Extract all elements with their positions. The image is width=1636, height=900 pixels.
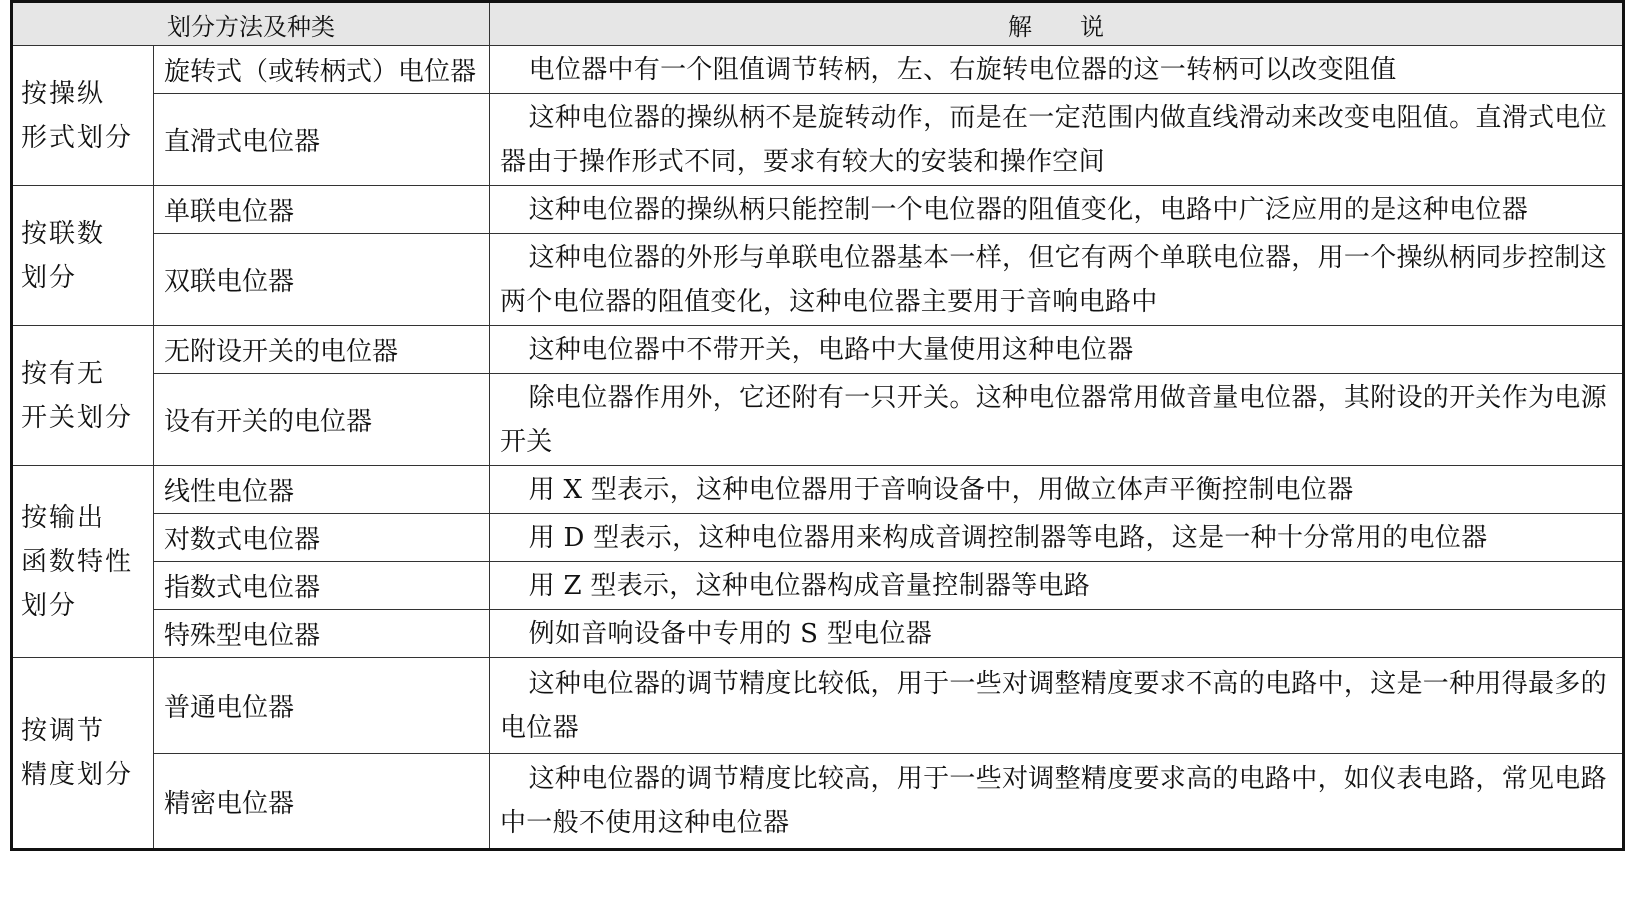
table-row <box>12 234 1624 326</box>
header-classification-method: 划分方法及种类 <box>12 2 490 46</box>
category-label: 按联数 划分 <box>21 218 106 293</box>
table-row <box>12 326 1624 374</box>
type-cell: 直滑式电位器 <box>154 94 490 186</box>
type-cell: 精密电位器 <box>154 754 490 850</box>
description-cell: 这种电位器的外形与单联电位器基本一样，但它有两个单联电位器，用一个操纵柄同步控制这两个电位器的阻值变化，这种电位器主要用于音响电路中 <box>490 234 1624 326</box>
description-cell: 电位器中有一个阻值调节转柄，左、右旋转电位器的这一转柄可以改变阻值 <box>490 46 1624 94</box>
description-cell: 这种电位器的操纵柄只能控制一个电位器的阻值变化，电路中广泛应用的是这种电位器 <box>490 186 1624 234</box>
type-cell: 普通电位器 <box>154 658 490 754</box>
table-row <box>12 658 1624 754</box>
table-row <box>12 46 1624 94</box>
description-cell: 这种电位器的操纵柄不是旋转动作，而是在一定范围内做直线滑动来改变电阻值。直滑式电位器由于操作形式不同，要求有较大的安装和操作空间 <box>490 94 1624 186</box>
table-row <box>12 94 1624 186</box>
table-row <box>12 466 1624 514</box>
type-cell: 双联电位器 <box>154 234 490 326</box>
category-cell <box>12 186 154 326</box>
category-cell <box>12 326 154 466</box>
table-row <box>12 754 1624 850</box>
category-cell <box>12 46 154 186</box>
category-label: 按输出 函数特性 划分 <box>21 502 134 621</box>
description-cell: 用 D 型表示，这种电位器用来构成音调控制器等电路，这是一种十分常用的电位器 <box>490 514 1624 562</box>
header-explanation: 解 说 <box>490 2 1624 46</box>
type-cell: 指数式电位器 <box>154 562 490 610</box>
table-row <box>12 186 1624 234</box>
description-cell: 这种电位器中不带开关，电路中大量使用这种电位器 <box>490 326 1624 374</box>
type-cell: 对数式电位器 <box>154 514 490 562</box>
table-row <box>12 374 1624 466</box>
type-cell: 无附设开关的电位器 <box>154 326 490 374</box>
category-label: 按操纵 形式划分 <box>21 78 134 153</box>
description-cell: 这种电位器的调节精度比较低，用于一些对调整精度要求不高的电路中，这是一种用得最多的电位器 <box>490 658 1624 754</box>
type-cell: 线性电位器 <box>154 466 490 514</box>
category-label: 按调节 精度划分 <box>21 716 134 790</box>
table-row <box>12 514 1624 562</box>
category-cell <box>12 466 154 658</box>
category-label: 按有无 开关划分 <box>21 358 134 433</box>
description-cell: 用 Z 型表示，这种电位器构成音量控制器等电路 <box>490 562 1624 610</box>
type-cell: 单联电位器 <box>154 186 490 234</box>
description-cell: 除电位器作用外，它还附有一只开关。这种电位器常用做音量电位器，其附设的开关作为电源开关 <box>490 374 1624 466</box>
description-cell: 用 X 型表示，这种电位器用于音响设备中，用做立体声平衡控制电位器 <box>490 466 1624 514</box>
table-row <box>12 610 1624 658</box>
type-cell: 旋转式（或转柄式）电位器 <box>154 46 490 94</box>
potentiometer-classification-table <box>10 0 1625 851</box>
category-cell <box>12 658 154 850</box>
table-header-row <box>12 2 1624 46</box>
type-cell: 特殊型电位器 <box>154 610 490 658</box>
description-cell: 例如音响设备中专用的 S 型电位器 <box>490 610 1624 658</box>
description-cell: 这种电位器的调节精度比较高，用于一些对调整精度要求高的电路中，如仪表电路，常见电路中一般不使用这种电位器 <box>490 754 1624 850</box>
type-cell: 设有开关的电位器 <box>154 374 490 466</box>
table-row <box>12 562 1624 610</box>
